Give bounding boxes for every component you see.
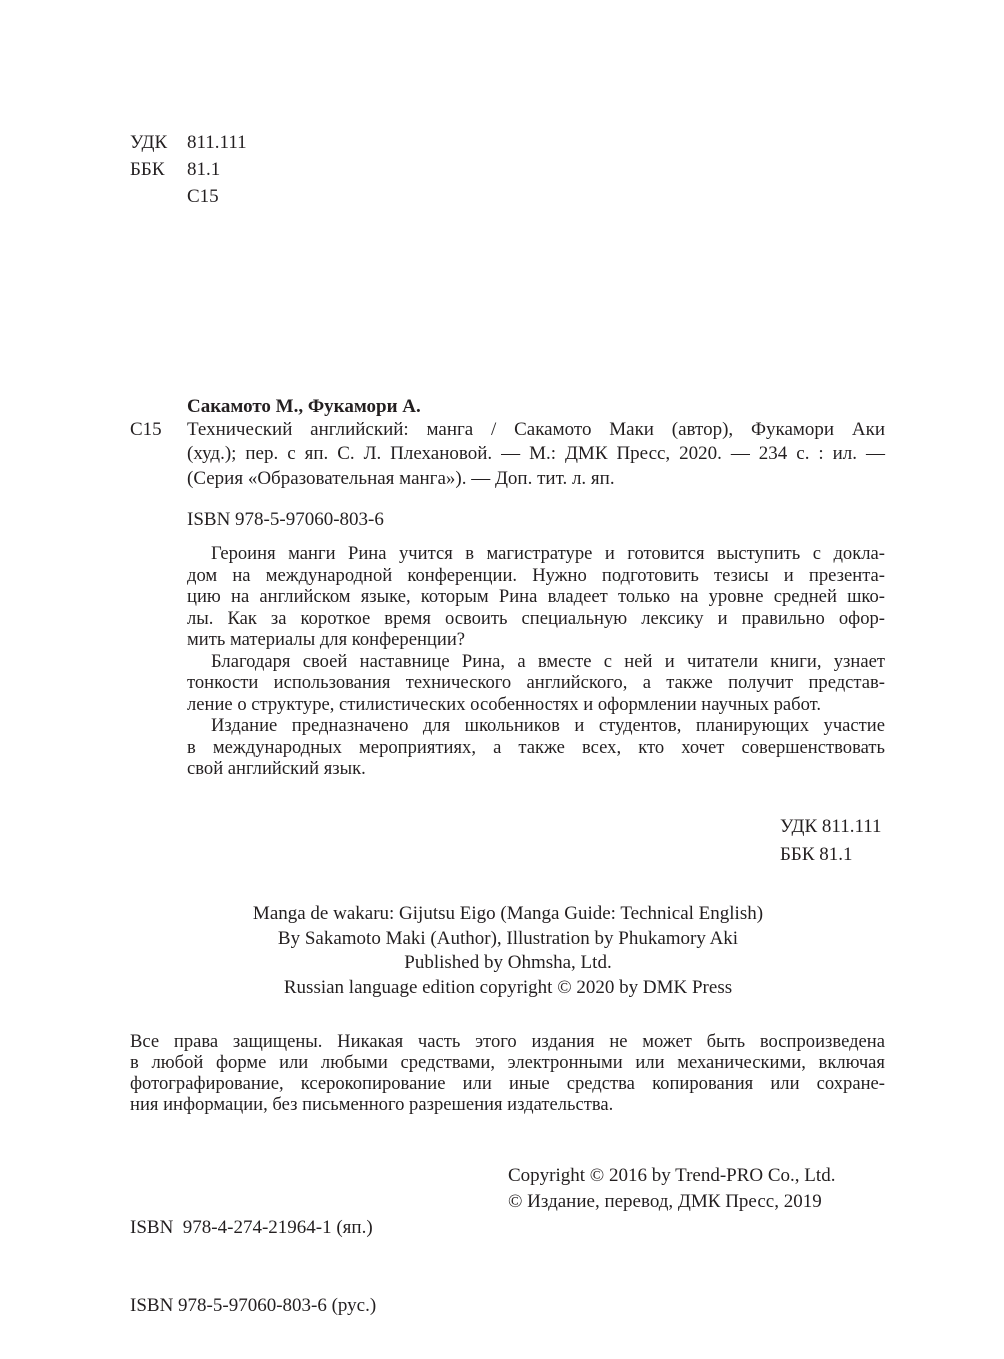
annotation-paragraph [187, 651, 885, 716]
entry-description-line: Технический английский: манга / Сакамото Маки (автор), Фукамори Аки [187, 419, 885, 440]
annotation-paragraph [187, 715, 885, 780]
entry-isbn: ISBN 978-5-97060-803-6 [187, 509, 384, 530]
bbk-bottom: ББК 81.1 [780, 844, 853, 865]
annotation-line: Издание предназначено для школьников и студентов, планирующих участие [211, 715, 885, 736]
original-edition [238, 902, 778, 1000]
annotation-line: дом на международной конференции. Нужно подготовить тезисы и презента- [187, 564, 885, 586]
annotation-line: в международных мероприятиях, а также всех, кто хочет совершенствовать [187, 736, 885, 758]
annotation-line: Благодаря своей наставнице Рина, а вместе с ней и читатели книги, узнает [211, 650, 885, 672]
classification-top [130, 129, 247, 210]
entry-code: С15 [130, 419, 162, 440]
classification-bottom [780, 813, 882, 869]
original-edition-line: By Sakamoto Maki (Author), Illustration by Phukamory Aki [277, 927, 739, 949]
original-edition-line: Russian language edition copyright © 2020 by DMK Press [283, 976, 733, 998]
annotation-line: лы. Как за короткое время освоить специальную лексику и правильно офор- [187, 607, 885, 629]
udk-label: УДК [130, 132, 168, 153]
annotation-line: цию на английском языке, которым Рина владеет только на уровне средней шко- [187, 586, 885, 607]
annotation-line: тонкости использования технического английского, а также получит представ- [187, 672, 885, 693]
author-mark-row [130, 183, 247, 210]
udk-row [130, 129, 247, 156]
bbk-label: ББК [130, 159, 165, 180]
annotation [187, 543, 885, 780]
rights-notice [130, 1031, 885, 1115]
bbk-row [130, 156, 247, 183]
isbn-list [130, 1163, 376, 1345]
annotation-line: Героиня манги Рина учится в магистратуре и готовится выступить с докла- [211, 543, 885, 564]
annotation-line: мить материалы для конференции? [187, 629, 466, 650]
isbn-japanese: ISBN 978-4-274-21964-1 (яп.) [130, 1217, 373, 1238]
annotation-line: свой английский язык. [187, 758, 366, 779]
rights-notice-line: ния информации, без письменного разрешения издательства. [130, 1094, 614, 1115]
entry-authors: Сакамото М., Фукамори А. [187, 396, 421, 417]
copyright-original: Copyright © 2016 by Trend-PRO Co., Ltd. [508, 1165, 836, 1186]
annotation-line: ление о структуре, стилистических особенностях и оформлении научных работ. [187, 693, 822, 715]
bbk-value: 81.1 [187, 159, 221, 180]
entry-description-line: (Серия «Образовательная манга»). — Доп. тит. л. яп. [187, 467, 615, 489]
copyright-list [508, 1163, 835, 1215]
rights-notice-line: в любой форме или любыми средствами, электронными или механическими, включая [130, 1052, 885, 1073]
entry-description-line: (худ.); пер. с яп. С. Л. Плехановой. — М.: ДМК Пресс, 2020. — 234 с. : ил. — [187, 443, 885, 465]
annotation-paragraph [187, 543, 885, 651]
isbn-russian: ISBN 978-5-97060-803-6 (рус.) [130, 1295, 377, 1316]
udk-value: 811.111 [187, 132, 247, 153]
author-mark-value: С15 [187, 186, 219, 207]
rights-notice-line: Все права защищены. Никакая часть этого издания не может быть воспроизведена [130, 1031, 885, 1052]
original-edition-line: Published by Ohmsha, Ltd. [404, 952, 612, 973]
copyright-translation: © Издание, перевод, ДМК Пресс, 2019 [508, 1191, 822, 1212]
rights-notice-line: фотографирование, ксерокопирование или иные средства копирования или сохране- [130, 1073, 885, 1094]
udk-bottom: УДК 811.111 [780, 816, 882, 837]
entry-description [187, 418, 885, 491]
original-edition-line: Manga de wakaru: Gijutsu Eigo (Manga Guide: Technical English) [252, 903, 764, 924]
